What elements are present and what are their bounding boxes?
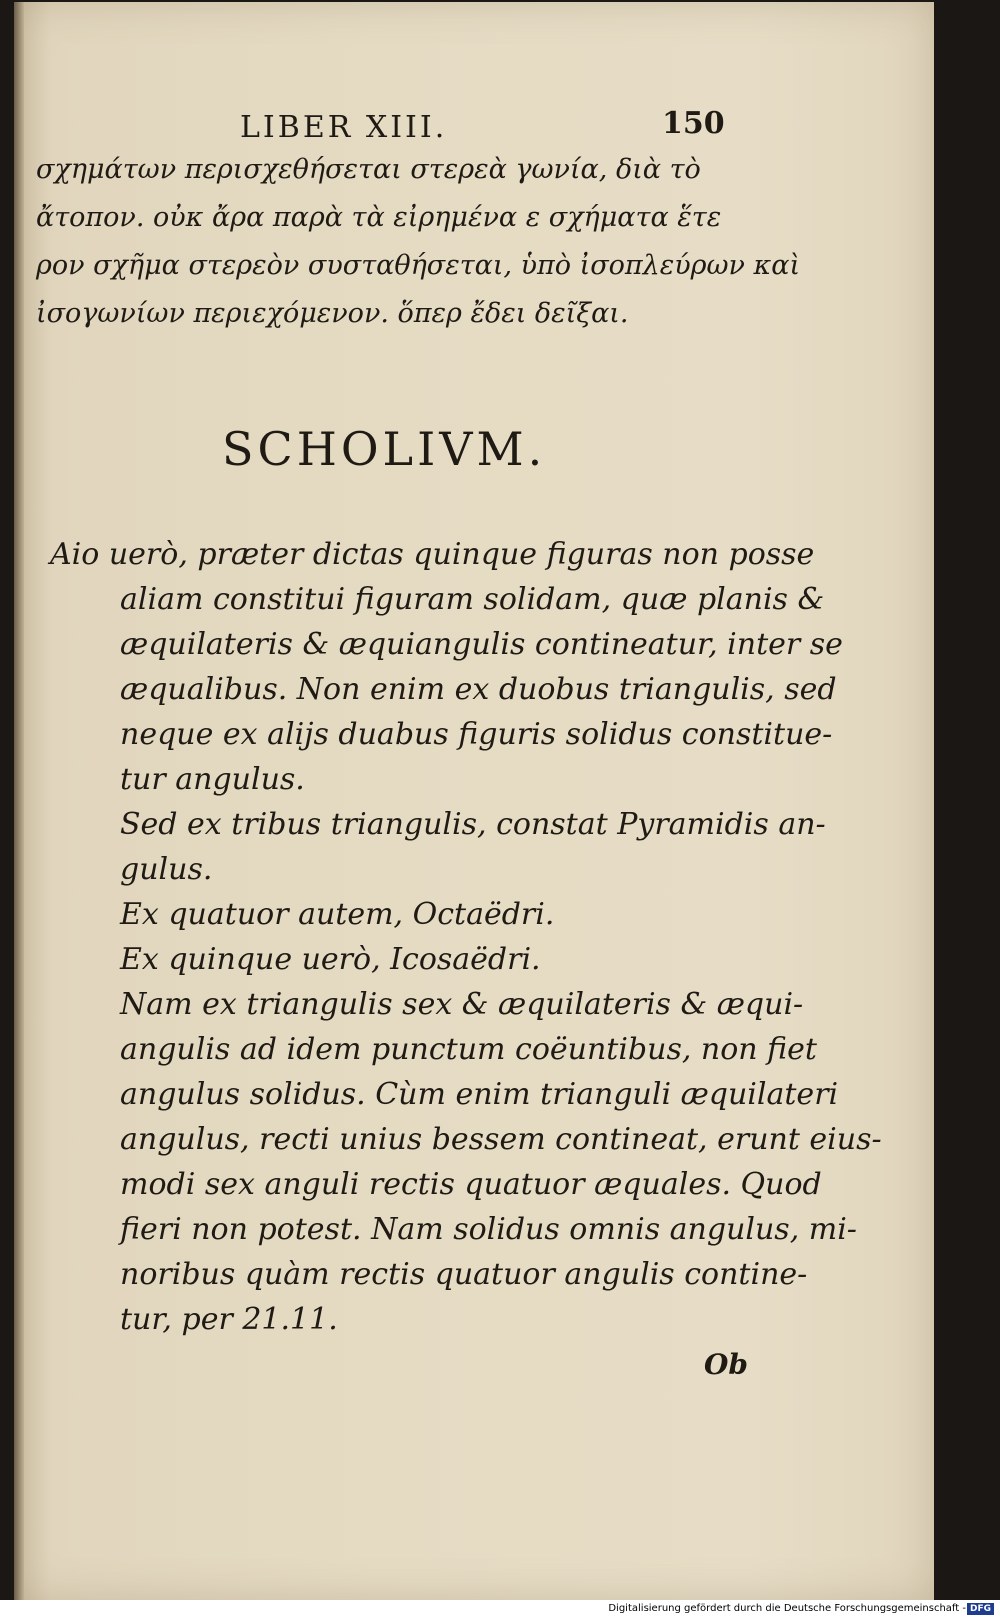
dfg-logo: DFG [967,1603,994,1615]
greek-line: ἄτοπον. οὐκ ἄρα παρὰ τὰ εἰρημένα ε σχήματα ἕτε [36,202,722,233]
greek-line: σχημάτων περισχεθήσεται στερεὰ γωνία, διὰ τὸ [36,154,701,185]
section-heading: SCHOLIVM. [222,422,547,476]
latin-line: aliam constitui figuram solidam, quæ planis & [120,582,825,617]
latin-line: æqualibus. Non enim ex duobus triangulis, sed [120,672,837,707]
latin-line: angulis ad idem punctum coëuntibus, non fiet [120,1032,817,1067]
greek-line: ἰσογωνίων περιεχόμενον. ὅπερ ἔδει δεῖξαι. [36,298,629,329]
running-head: LIBER XIII. [240,110,448,145]
latin-line: Aio uerò, præter dictas quinque figuras non posse [50,537,815,572]
latin-text-block [50,532,882,1342]
latin-line: tur angulus. [120,762,305,797]
latin-line: tur, per 21.11. [120,1302,338,1337]
page-gutter [14,2,24,1600]
latin-line: Ex quinque uerò, Icosaëdri. [120,942,541,977]
footer-credit: Digitalisierung gefördert durch die Deutsche Forschungsgemeinschaft - [608,1603,966,1614]
latin-line: neque ex alijs duabus figuris solidus constitue- [120,717,833,752]
greek-text-block [36,146,801,338]
latin-line: gulus. [120,852,213,887]
catchword: Ob [704,1348,748,1381]
latin-line: noribus quàm rectis quatuor angulis contine- [120,1257,808,1292]
latin-line: angulus solidus. Cùm enim trianguli æquilateri [120,1077,839,1112]
greek-line: ρον σχῆμα στερεὸν συσταθήσεται, ὑπὸ ἰσοπλεύρων καὶ [36,250,801,281]
latin-line: æquilateris & æquiangulis contineatur, inter se [120,627,843,662]
book-page [14,2,934,1600]
latin-line: fieri non potest. Nam solidus omnis angulus, mi- [120,1212,857,1247]
latin-line: angulus, recti unius bessem contineat, erunt eius- [120,1122,882,1157]
latin-line: modi sex anguli rectis quatuor æquales. Quod [120,1167,822,1202]
latin-line: Sed ex tribus triangulis, constat Pyramidis an- [120,807,826,842]
latin-line: Nam ex triangulis sex & æquilateris & æqui- [120,987,804,1022]
page-number: 150 [662,106,725,141]
latin-line: Ex quatuor autem, Octaëdri. [120,897,555,932]
